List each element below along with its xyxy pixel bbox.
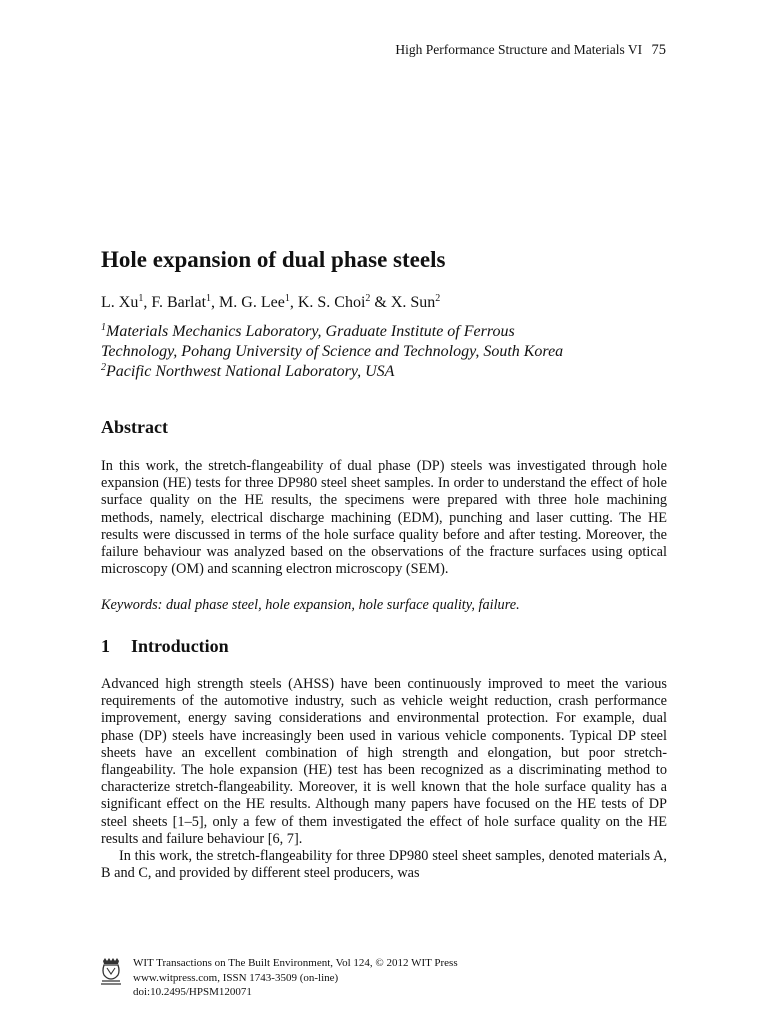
paragraph: In this work, the stretch-flangeability for three DP980 steel sheet samples, denoted materials A, B and C, and provided by different steel producers, was xyxy=(101,848,667,882)
author-affil-mark: 1 xyxy=(284,293,290,304)
affiliation-mark: 2 xyxy=(101,362,106,373)
affiliation-text: Pacific Northwest National Laboratory, USA xyxy=(106,363,395,380)
author-separator: , xyxy=(211,294,220,311)
footer-line: doi:10.2495/HPSM120071 xyxy=(133,986,252,998)
running-title: High Performance Structure and Materials VI xyxy=(395,42,643,57)
affiliations xyxy=(101,322,563,382)
section-heading-introduction xyxy=(101,636,229,657)
author-affil-mark: 1 xyxy=(138,293,144,304)
affiliation-text: Materials Mechanics Laboratory, Graduate Institute of Ferrous xyxy=(106,323,515,340)
section-title: Introduction xyxy=(131,636,229,656)
introduction-body xyxy=(101,676,667,882)
author-separator: , xyxy=(143,294,152,311)
paper-title: Hole expansion of dual phase steels xyxy=(101,247,446,272)
author-name: F. Barlat xyxy=(151,294,207,311)
affiliation-line xyxy=(101,362,563,382)
running-header xyxy=(395,42,666,59)
affiliation-mark: 1 xyxy=(101,322,106,333)
author-name: M. G. Lee xyxy=(219,294,285,311)
footer-citation xyxy=(133,956,458,1000)
abstract-heading: Abstract xyxy=(101,417,168,437)
author-affil-mark: 1 xyxy=(206,293,212,304)
affiliation-line: Technology, Pohang University of Science and Technology, South Korea xyxy=(101,343,564,360)
wit-press-logo-icon xyxy=(99,957,123,987)
footer-line: WIT Transactions on The Built Environment, Vol 124, © 2012 WIT Press xyxy=(133,957,458,969)
author-name: X. Sun xyxy=(390,294,436,311)
author-affil-mark: 2 xyxy=(435,293,441,304)
paragraph: Advanced high strength steels (AHSS) have been continuously improved to meet the various requirements of the automotive industry, such as vehicle weight reduction, crash performance improvement, energy saving considerations and environmental protection. For example, dual phase (DP) steels have increasingly been used in various vehicle components. Typical DP steel sheets have an excellent combination of high strength and elongation, but poor stretch-flangeability. The hole expansion (HE) test has been recognized as a discriminating method to characterize stretch-flangeability. Moreover, it is well known that the hole surface quality has a significant effect on the HE results. Although many papers have focused on the HE tests of DP steel sheets [1–5], only a few of them investigated the effect of hole surface quality on the HE results and failure behaviour [6, 7]. xyxy=(101,676,667,847)
footer-line: www.witpress.com, ISSN 1743-3509 (on-line) xyxy=(133,971,339,984)
author-list xyxy=(101,294,440,312)
author-name: L. Xu xyxy=(101,294,139,311)
section-number: 1 xyxy=(101,636,110,656)
author-separator: & xyxy=(370,294,391,311)
keywords-line: Keywords: dual phase steel, hole expansion, hole surface quality, failure. xyxy=(101,597,520,613)
affiliation-line xyxy=(101,322,563,342)
author-affil-mark: 2 xyxy=(365,293,371,304)
author-name: K. S. Choi xyxy=(297,294,366,311)
author-separator: , xyxy=(289,294,298,311)
abstract-body: In this work, the stretch-flangeability of dual phase (DP) steels was investigated through hole expansion (HE) tests for three DP980 steel sheet samples. In order to understand the effect of hole surface quality on the HE results, the specimens were prepared with three hole machining methods, namely, electrical discharge machining (EDM), punching and laser cutting. The HE results were discussed in terms of the hole surface quality before and after testing. Moreover, the failure behaviour was analyzed based on the observations of the fracture surfaces using optical microscopy (OM) and scanning electron microscopy (SEM). xyxy=(101,458,667,578)
page-number: 75 xyxy=(651,42,666,58)
